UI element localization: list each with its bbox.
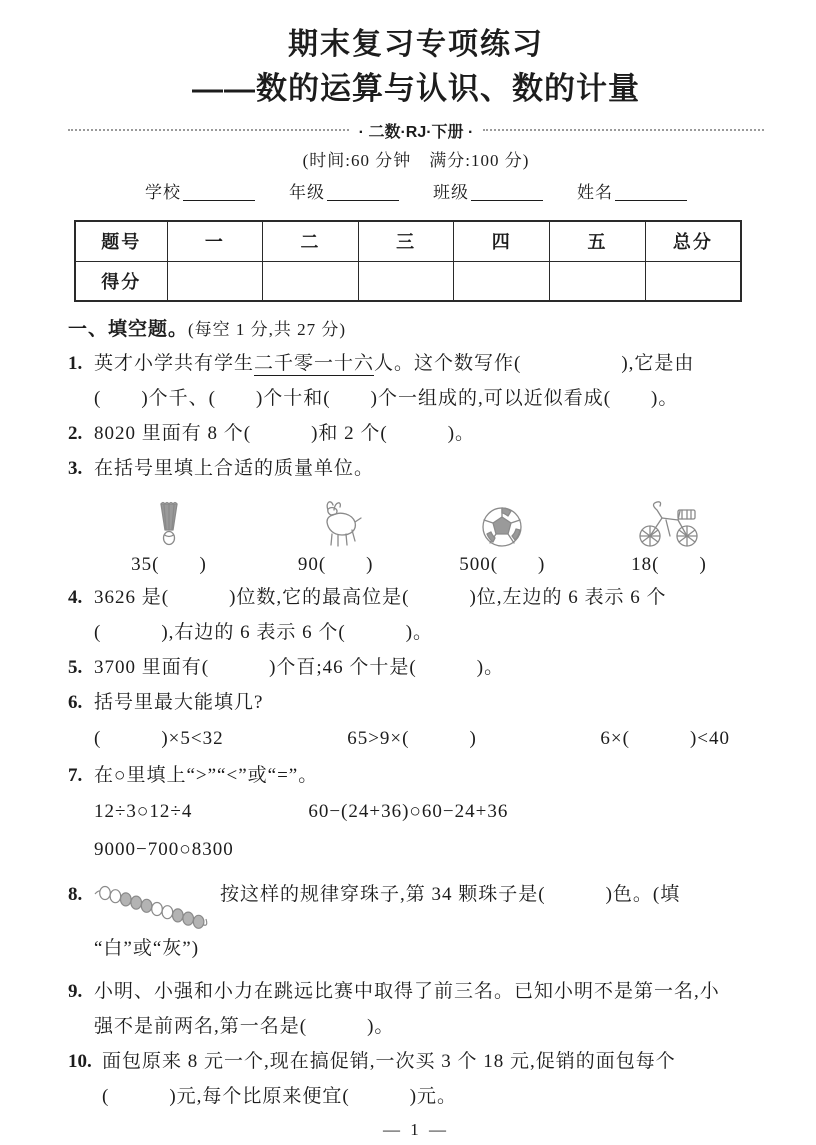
question-7 <box>68 758 764 793</box>
dotted-rule-left <box>68 129 349 131</box>
question-1-line2: ( )个千、( )个十和( )个一组成的,可以近似看成( )。 <box>94 388 679 409</box>
bicycle-icon <box>636 490 702 550</box>
question-10-line1: 面包原来 8 元一个,现在搞促销,一次买 3 个 18 元,促销的面包每个 <box>102 1051 676 1072</box>
question-6 <box>68 685 764 720</box>
score-header-cell: 四 <box>454 221 550 261</box>
question-1-number: 1. <box>68 353 83 374</box>
question-8-number: 8. <box>68 884 83 905</box>
field-grade <box>289 178 399 208</box>
score-row-label: 得分 <box>75 261 167 301</box>
question-9-line2: 强不是前两名,第一名是( )。 <box>94 1016 395 1037</box>
field-grade-blank <box>327 181 399 201</box>
q3-item-soccer-ball <box>437 490 567 580</box>
q3-item-bicycle <box>604 490 734 580</box>
question-5 <box>68 650 764 685</box>
question-4-number: 4. <box>68 587 83 608</box>
question-8 <box>68 877 764 966</box>
score-cell-empty <box>645 261 741 301</box>
score-cell-empty <box>167 261 263 301</box>
question-4 <box>68 580 764 650</box>
question-5-number: 5. <box>68 657 83 678</box>
student-fields <box>68 178 764 208</box>
soccer-ball-icon <box>479 490 525 550</box>
q7-expression: 60−(24+36)○60−24+36 <box>308 801 509 822</box>
score-cell-empty <box>454 261 550 301</box>
score-table-score-row <box>75 261 741 301</box>
score-header-cell: 题号 <box>75 221 167 261</box>
question-3-picture-row <box>68 486 764 580</box>
page-title-line1: 期末复习专项练习 <box>288 28 544 61</box>
q1-text-pre: 英才小学共有学生 <box>94 353 255 374</box>
question-10-line2: ( )元,每个比原来便宜( )元。 <box>102 1086 458 1107</box>
score-header-cell: 三 <box>358 221 454 261</box>
q3-label: 90( ) <box>297 554 374 575</box>
section1-title: 一、填空题。 <box>68 319 189 340</box>
field-grade-label: 年级 <box>289 183 325 202</box>
dotted-rule-right <box>483 129 764 131</box>
field-name-label: 姓名 <box>577 183 613 202</box>
question-3-number: 3. <box>68 458 83 479</box>
score-cell-empty <box>263 261 359 301</box>
score-header-cell: 一 <box>167 221 263 261</box>
question-1-line1 <box>94 346 764 381</box>
section1-heading <box>68 314 764 346</box>
field-school-label: 学校 <box>145 183 181 202</box>
section1-note: (每空 1 分,共 27 分) <box>188 320 347 339</box>
question-7-number: 7. <box>68 765 83 786</box>
question-4-line2: ( ),右边的 6 表示 6 个( )。 <box>94 622 434 643</box>
question-3 <box>68 451 764 486</box>
bead-pattern-icon <box>94 881 214 931</box>
score-cell-empty <box>550 261 646 301</box>
question-6-number: 6. <box>68 692 83 713</box>
shuttlecock-icon <box>152 490 186 550</box>
score-table-header-row <box>75 221 741 261</box>
field-class-label: 班级 <box>433 183 469 202</box>
question-7-row2 <box>68 831 764 869</box>
q7-expression: 12÷3○12÷4 <box>94 801 193 822</box>
score-header-cell: 二 <box>263 221 359 261</box>
question-3-prompt: 在括号里填上合适的质量单位。 <box>94 458 375 479</box>
question-6-expressions <box>68 720 764 758</box>
edition-label: · 二数·RJ·下册 · <box>358 123 474 141</box>
q1-text-post: 人。这个数写作( ),它是由 <box>374 353 695 374</box>
question-9-line1: 小明、小强和小力在跳远比赛中取得了前三名。已知小明不是第一名,小 <box>94 981 720 1002</box>
time-score-line: (时间:60 分钟 满分:100 分) <box>302 151 530 170</box>
q1-underlined-number: 二千零一十六 <box>254 353 375 374</box>
question-2 <box>68 416 764 451</box>
goat-icon <box>307 490 365 550</box>
question-8-line1 <box>94 877 764 931</box>
question-9 <box>68 974 764 1044</box>
page-number: — 1 — <box>383 1120 449 1139</box>
q3-item-goat <box>271 490 401 580</box>
question-4-line1: 3626 是( )位数,它的最高位是( )位,左边的 6 表示 6 个 <box>94 587 667 608</box>
field-school <box>145 178 255 208</box>
question-5-text: 3700 里面有( )个百;46 个十是( )。 <box>94 657 505 678</box>
question-2-number: 2. <box>68 423 83 444</box>
question-8-text: 按这样的规律穿珠子,第 34 颗珠子是( )色。(填 <box>220 884 681 905</box>
field-school-blank <box>183 181 255 201</box>
question-8-line2: “白”或“灰”) <box>94 938 200 959</box>
question-1 <box>68 346 764 416</box>
question-2-text: 8020 里面有 8 个( )和 2 个( )。 <box>94 423 476 444</box>
q3-label: 500( ) <box>459 554 546 575</box>
field-name <box>577 178 687 208</box>
q3-label: 18( ) <box>631 554 707 575</box>
page-title-line2: ——数的运算与认识、数的计量 <box>192 71 640 106</box>
question-9-number: 9. <box>68 981 83 1002</box>
q7-expression: 9000−700○8300 <box>94 839 234 860</box>
field-class <box>433 178 543 208</box>
score-table <box>74 220 742 302</box>
question-10-number: 10. <box>68 1051 92 1072</box>
q6-expression: ( )×5<32 <box>94 728 224 749</box>
field-name-blank <box>615 181 687 201</box>
question-6-prompt: 括号里最大能填几? <box>94 692 264 713</box>
edition-divider <box>68 120 764 140</box>
question-7-row1 <box>68 793 764 831</box>
field-class-blank <box>471 181 543 201</box>
score-header-cell: 五 <box>550 221 646 261</box>
score-cell-empty <box>358 261 454 301</box>
q6-expression: 65>9×( ) <box>347 728 477 749</box>
q3-label: 35( ) <box>131 554 207 575</box>
score-header-cell: 总分 <box>645 221 741 261</box>
question-7-prompt: 在○里填上“>”“<”或“=”。 <box>94 765 319 786</box>
question-10 <box>68 1044 764 1114</box>
q3-item-shuttlecock <box>104 490 234 580</box>
q6-expression: 6×( )<40 <box>600 728 730 749</box>
